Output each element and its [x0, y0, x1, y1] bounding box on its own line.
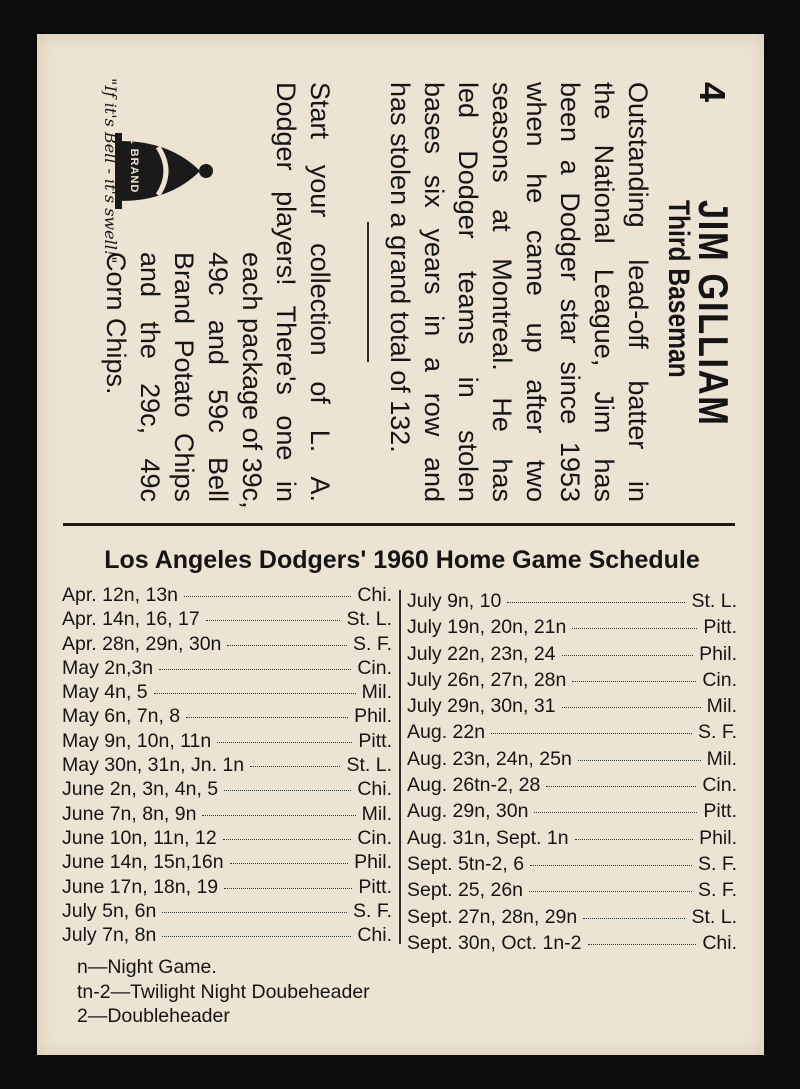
leader-dots — [162, 912, 347, 913]
leader-dots — [202, 815, 355, 816]
opponent: Pitt. — [358, 729, 392, 752]
game-dates: Sept. 5tn-2, 6 — [407, 852, 525, 875]
schedule-row — [407, 906, 737, 932]
game-dates: Apr. 28n, 29n, 30n — [62, 632, 222, 655]
game-dates: June 10n, 11n, 12 — [62, 826, 217, 849]
schedule-row — [407, 695, 737, 721]
schedule-row — [62, 657, 392, 681]
schedule-row — [62, 730, 392, 754]
schedule-row — [407, 590, 737, 616]
card-number: 4 — [692, 82, 733, 103]
legend-twilight: tn-2—Twilight Night Doubeheader — [77, 980, 370, 1003]
game-dates: July 22n, 23n, 24 — [407, 642, 556, 665]
leader-dots — [159, 669, 351, 670]
game-dates: June 17n, 18n, 19 — [62, 875, 219, 898]
opponent: Chi. — [357, 924, 392, 947]
leader-dots — [227, 645, 347, 646]
schedule-row — [407, 616, 737, 642]
game-dates: Sept. 27n, 28n, 29n — [407, 905, 578, 928]
opponent: Mil. — [361, 681, 392, 704]
opponent: Pitt. — [703, 800, 737, 823]
promo-line: Dodger players! There's one in — [271, 82, 301, 502]
bio-line: been a Dodger star since 1953 — [555, 82, 585, 502]
schedule-row — [407, 853, 737, 879]
opponent: St. L. — [346, 754, 392, 777]
schedule-row — [62, 851, 392, 875]
opponent: Mil. — [706, 695, 737, 718]
schedule-row — [407, 774, 737, 800]
opponent: Pitt. — [358, 875, 392, 898]
leader-dots — [546, 786, 696, 787]
leader-dots — [154, 693, 356, 694]
leader-dots — [224, 790, 351, 791]
opponent: St. L. — [691, 905, 737, 928]
game-dates: May 30n, 31n, Jn. 1n — [62, 754, 245, 777]
opponent: Mil. — [706, 747, 737, 770]
bio-line: bases six years in a row and — [419, 82, 449, 502]
promo-line: and the 29c, 49c — [135, 252, 165, 502]
opponent: Cin. — [357, 826, 392, 849]
schedule-row — [62, 778, 392, 802]
game-dates: July 29n, 30n, 31 — [407, 695, 556, 718]
schedule-row — [62, 803, 392, 827]
schedule-right-column — [407, 590, 737, 958]
leader-dots — [529, 891, 692, 892]
leader-dots — [162, 936, 351, 937]
opponent: Cin. — [702, 668, 737, 691]
leader-dots — [507, 602, 685, 603]
leader-dots — [588, 944, 697, 945]
schedule-row — [62, 705, 392, 729]
game-dates: June 2n, 3n, 4n, 5 — [62, 778, 219, 801]
bio-line: when he came up after two — [521, 82, 551, 502]
schedule-row — [62, 924, 392, 948]
section-divider — [63, 523, 735, 526]
opponent: Cin. — [702, 774, 737, 797]
game-dates: May 6n, 7n, 8 — [62, 705, 181, 728]
slogan: "If it's Bell - it's swell!" — [101, 78, 120, 264]
leader-dots — [562, 655, 694, 656]
leader-dots — [575, 839, 694, 840]
opponent: S. F. — [352, 899, 392, 922]
leader-dots — [583, 918, 685, 919]
schedule-row — [62, 827, 392, 851]
leader-dots — [206, 620, 341, 621]
opponent: S. F. — [697, 852, 737, 875]
leader-dots — [572, 681, 696, 682]
leader-dots — [184, 596, 351, 597]
game-dates: Aug. 23n, 24n, 25n — [407, 747, 572, 770]
leader-dots — [250, 766, 340, 767]
schedule-row — [62, 608, 392, 632]
opponent: Phil. — [699, 826, 737, 849]
schedule-row — [407, 643, 737, 669]
game-dates: Aug. 29n, 30n — [407, 800, 529, 823]
game-dates: Apr. 14n, 16, 17 — [62, 608, 200, 631]
schedule-row — [407, 827, 737, 853]
leader-dots — [534, 812, 697, 813]
schedule-row — [62, 754, 392, 778]
game-dates: Apr. 12n, 13n — [62, 584, 179, 606]
opponent: Phil. — [354, 851, 392, 874]
leader-dots — [217, 742, 352, 743]
schedule-row — [407, 748, 737, 774]
game-dates: July 5n, 6n — [62, 899, 157, 922]
schedule-row — [407, 721, 737, 747]
game-dates: Aug. 26tn-2, 28 — [407, 774, 541, 797]
leader-dots — [530, 865, 692, 866]
player-position: Third Baseman — [662, 200, 695, 378]
leader-dots — [230, 863, 349, 864]
game-dates: July 19n, 20n, 21n — [407, 616, 567, 639]
game-dates: Aug. 22n — [407, 721, 486, 744]
divider — [367, 222, 369, 362]
legend-doubleheader: 2—Doubleheader — [77, 1005, 230, 1027]
promo-line: each package of 39c, — [237, 252, 267, 509]
game-dates: Sept. 30n, Oct. 1n-2 — [407, 931, 582, 954]
schedule-title: Los Angeles Dodgers' 1960 Home Game Schedule — [104, 546, 700, 574]
leader-dots — [223, 839, 352, 840]
opponent: Phil. — [699, 642, 737, 665]
schedule-row — [62, 681, 392, 705]
schedule-row — [62, 584, 392, 608]
game-dates: July 7n, 8n — [62, 924, 157, 947]
bio-line: led Dodger teams in stolen — [453, 82, 483, 502]
promo-line: Start your collection of L. A. — [305, 82, 335, 502]
promo-line: 49c and 59c Bell — [203, 252, 233, 502]
opponent: St. L. — [691, 590, 737, 612]
schedule-row — [407, 800, 737, 826]
bio-line: has stolen a grand total of 132. — [385, 82, 415, 453]
game-dates: May 9n, 10n, 11n — [62, 729, 212, 752]
game-dates: July 26n, 27n, 28n — [407, 668, 567, 691]
game-dates: July 9n, 10 — [407, 590, 502, 612]
bio-line: Outstanding lead-off batter in — [623, 82, 653, 502]
bio-line: the National League, Jim has — [589, 82, 619, 502]
promo-line: Corn Chips. — [101, 252, 131, 395]
player-name: JIM GILLIAM — [690, 200, 737, 427]
opponent: Pitt. — [703, 616, 737, 639]
game-dates: June 7n, 8n, 9n — [62, 802, 197, 825]
opponent: Chi. — [357, 584, 392, 606]
opponent: Mil. — [361, 802, 392, 825]
schedule-row — [62, 900, 392, 924]
opponent: Chi. — [357, 778, 392, 801]
opponent: S. F. — [697, 721, 737, 744]
opponent: St. L. — [346, 608, 392, 631]
column-divider — [399, 590, 401, 944]
game-dates: May 4n, 5 — [62, 681, 148, 704]
opponent: S. F. — [697, 879, 737, 902]
leader-dots — [224, 888, 352, 889]
game-dates: June 14n, 15n,16n — [62, 851, 224, 874]
legend-night: n—Night Game. — [77, 956, 217, 978]
leader-dots — [578, 760, 701, 761]
promo-line: Brand Potato Chips — [169, 252, 199, 502]
schedule-left-column — [62, 584, 392, 948]
leader-dots — [491, 733, 692, 734]
schedule-row — [62, 876, 392, 900]
leader-dots — [562, 707, 701, 708]
game-dates: May 2n,3n — [62, 656, 154, 679]
schedule-row — [407, 879, 737, 905]
baseball-card-back — [37, 34, 764, 1055]
bio-line: seasons at Montreal. He has — [487, 82, 517, 502]
opponent: Phil. — [354, 705, 392, 728]
opponent: Cin. — [357, 656, 392, 679]
logo-text: BELL BRAND — [128, 112, 140, 194]
opponent: S. F. — [352, 632, 392, 655]
opponent: Chi. — [702, 931, 737, 954]
leader-dots — [572, 628, 697, 629]
schedule-row — [407, 669, 737, 695]
game-dates: Aug. 31n, Sept. 1n — [407, 826, 569, 849]
schedule-row — [407, 932, 737, 958]
schedule-legend — [77, 956, 370, 1030]
leader-dots — [186, 717, 348, 718]
schedule-row — [62, 633, 392, 657]
game-dates: Sept. 25, 26n — [407, 879, 524, 902]
